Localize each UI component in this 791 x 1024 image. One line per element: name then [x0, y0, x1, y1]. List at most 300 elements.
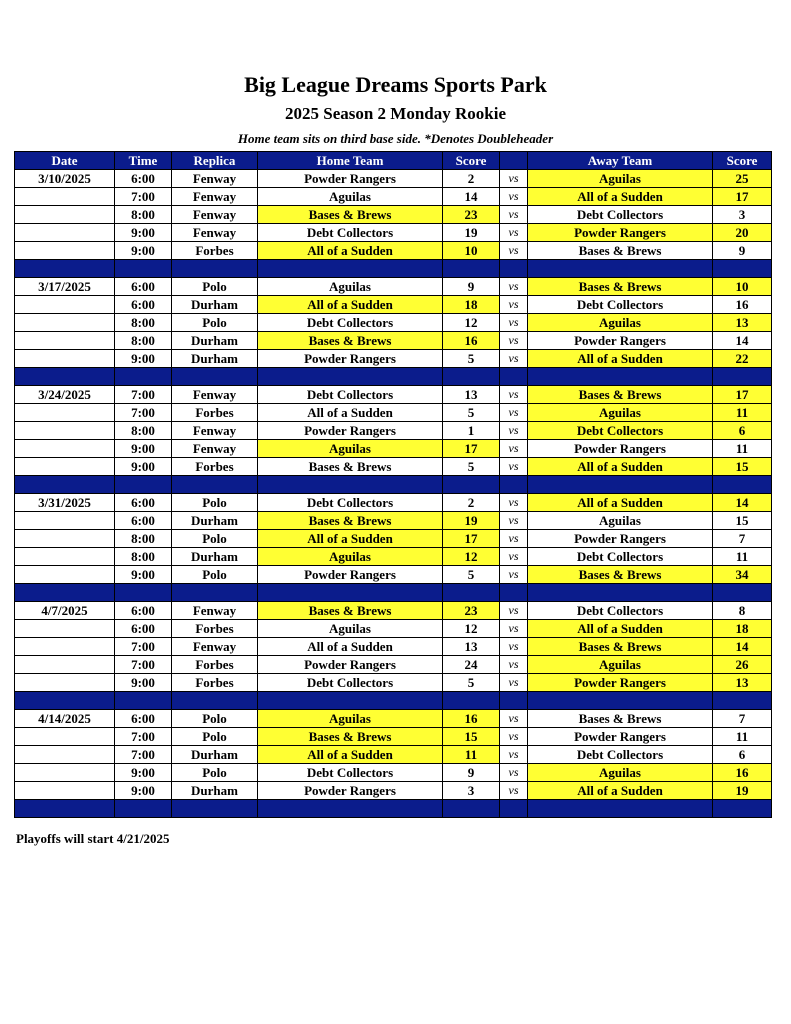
away-team-cell: Bases & Brews — [528, 386, 713, 404]
replica-cell: Polo — [172, 278, 258, 296]
vs-cell: vs — [500, 350, 528, 368]
away-team-cell: Bases & Brews — [528, 242, 713, 260]
home-score-cell: 9 — [443, 278, 500, 296]
away-score-cell: 9 — [713, 242, 772, 260]
game-row — [15, 278, 772, 296]
away-score-cell: 19 — [713, 782, 772, 800]
game-row — [15, 296, 772, 314]
replica-cell: Durham — [172, 296, 258, 314]
time-cell: 8:00 — [115, 332, 172, 350]
away-score-cell: 26 — [713, 656, 772, 674]
game-row — [15, 386, 772, 404]
vs-cell: vs — [500, 422, 528, 440]
vs-cell: vs — [500, 746, 528, 764]
home-team-cell: Debt Collectors — [258, 386, 443, 404]
separator-cell — [500, 584, 528, 602]
away-team-cell: Aguilas — [528, 764, 713, 782]
replica-cell: Polo — [172, 566, 258, 584]
game-row — [15, 224, 772, 242]
away-score-cell: 11 — [713, 548, 772, 566]
col-header-time: Time — [115, 152, 172, 170]
away-score-cell: 17 — [713, 386, 772, 404]
replica-cell: Durham — [172, 746, 258, 764]
away-team-cell: All of a Sudden — [528, 350, 713, 368]
game-row — [15, 638, 772, 656]
home-team-cell: All of a Sudden — [258, 296, 443, 314]
home-team-cell: Debt Collectors — [258, 314, 443, 332]
vs-cell: vs — [500, 278, 528, 296]
away-team-cell: Debt Collectors — [528, 422, 713, 440]
game-row — [15, 440, 772, 458]
date-cell — [15, 404, 115, 422]
separator-cell — [443, 260, 500, 278]
separator-cell — [172, 368, 258, 386]
away-score-cell: 16 — [713, 296, 772, 314]
away-team-cell: Bases & Brews — [528, 566, 713, 584]
home-score-cell: 2 — [443, 170, 500, 188]
week-separator — [15, 476, 772, 494]
game-row — [15, 170, 772, 188]
vs-cell: vs — [500, 296, 528, 314]
date-cell — [15, 242, 115, 260]
separator-cell — [528, 800, 713, 818]
home-score-cell: 23 — [443, 206, 500, 224]
vs-cell: vs — [500, 170, 528, 188]
replica-cell: Fenway — [172, 422, 258, 440]
vs-cell: vs — [500, 638, 528, 656]
home-score-cell: 1 — [443, 422, 500, 440]
away-team-cell: Aguilas — [528, 170, 713, 188]
away-team-cell: Aguilas — [528, 656, 713, 674]
game-row — [15, 404, 772, 422]
time-cell: 8:00 — [115, 206, 172, 224]
home-team-cell: Bases & Brews — [258, 332, 443, 350]
game-row — [15, 314, 772, 332]
vs-cell: vs — [500, 620, 528, 638]
separator-cell — [15, 260, 115, 278]
separator-cell — [528, 476, 713, 494]
game-row — [15, 602, 772, 620]
home-team-cell: All of a Sudden — [258, 638, 443, 656]
away-team-cell: All of a Sudden — [528, 782, 713, 800]
home-score-cell: 2 — [443, 494, 500, 512]
schedule-body — [15, 170, 772, 818]
date-cell — [15, 350, 115, 368]
game-row — [15, 620, 772, 638]
separator-cell — [258, 260, 443, 278]
away-team-cell: Powder Rangers — [528, 440, 713, 458]
col-header-home-score: Score — [443, 152, 500, 170]
separator-cell — [258, 368, 443, 386]
time-cell: 7:00 — [115, 638, 172, 656]
replica-cell: Polo — [172, 764, 258, 782]
time-cell: 9:00 — [115, 458, 172, 476]
page-subtitle: 2025 Season 2 Monday Rookie — [284, 104, 507, 123]
away-team-cell: All of a Sudden — [528, 494, 713, 512]
time-cell: 6:00 — [115, 296, 172, 314]
home-score-cell: 13 — [443, 386, 500, 404]
separator-cell — [713, 260, 772, 278]
date-cell — [15, 530, 115, 548]
home-score-cell: 13 — [443, 638, 500, 656]
time-cell: 6:00 — [115, 620, 172, 638]
separator-cell — [258, 692, 443, 710]
vs-cell: vs — [500, 440, 528, 458]
week-separator — [15, 692, 772, 710]
separator-cell — [258, 476, 443, 494]
away-score-cell: 6 — [713, 746, 772, 764]
away-score-cell: 17 — [713, 188, 772, 206]
time-cell: 7:00 — [115, 746, 172, 764]
game-row — [15, 530, 772, 548]
game-row — [15, 422, 772, 440]
away-team-cell: Debt Collectors — [528, 548, 713, 566]
home-score-cell: 17 — [443, 530, 500, 548]
date-cell: 4/14/2025 — [15, 710, 115, 728]
vs-cell: vs — [500, 458, 528, 476]
date-cell — [15, 206, 115, 224]
date-cell — [15, 296, 115, 314]
home-team-cell: Aguilas — [258, 188, 443, 206]
game-row — [15, 458, 772, 476]
away-team-cell: Aguilas — [528, 512, 713, 530]
vs-cell: vs — [500, 674, 528, 692]
time-cell: 6:00 — [115, 170, 172, 188]
replica-cell: Fenway — [172, 206, 258, 224]
separator-cell — [115, 260, 172, 278]
replica-cell: Forbes — [172, 242, 258, 260]
time-cell: 9:00 — [115, 350, 172, 368]
date-cell: 3/10/2025 — [15, 170, 115, 188]
home-score-cell: 5 — [443, 404, 500, 422]
home-team-cell: Powder Rangers — [258, 170, 443, 188]
vs-cell: vs — [500, 386, 528, 404]
time-cell: 6:00 — [115, 602, 172, 620]
date-cell — [15, 440, 115, 458]
time-cell: 9:00 — [115, 242, 172, 260]
schedule-note: Home team sits on third base side. *Denotes Doubleheader — [237, 131, 554, 146]
time-cell: 8:00 — [115, 548, 172, 566]
away-team-cell: Powder Rangers — [528, 332, 713, 350]
date-cell: 3/17/2025 — [15, 278, 115, 296]
time-cell: 6:00 — [115, 710, 172, 728]
home-team-cell: All of a Sudden — [258, 746, 443, 764]
separator-cell — [15, 584, 115, 602]
away-score-cell: 11 — [713, 404, 772, 422]
separator-cell — [713, 476, 772, 494]
game-row — [15, 782, 772, 800]
week-separator — [15, 584, 772, 602]
home-team-cell: Powder Rangers — [258, 782, 443, 800]
time-cell: 9:00 — [115, 440, 172, 458]
date-cell — [15, 188, 115, 206]
home-team-cell: Aguilas — [258, 440, 443, 458]
separator-cell — [115, 692, 172, 710]
home-team-cell: Debt Collectors — [258, 764, 443, 782]
away-team-cell: All of a Sudden — [528, 458, 713, 476]
time-cell: 8:00 — [115, 530, 172, 548]
separator-cell — [713, 368, 772, 386]
header-row — [15, 152, 772, 170]
separator-cell — [528, 584, 713, 602]
home-score-cell: 16 — [443, 332, 500, 350]
away-score-cell: 14 — [713, 494, 772, 512]
separator-cell — [172, 692, 258, 710]
away-score-cell: 6 — [713, 422, 772, 440]
vs-cell: vs — [500, 710, 528, 728]
away-team-cell: All of a Sudden — [528, 188, 713, 206]
replica-cell: Fenway — [172, 440, 258, 458]
home-team-cell: Aguilas — [258, 548, 443, 566]
home-team-cell: Bases & Brews — [258, 602, 443, 620]
game-row — [15, 512, 772, 530]
separator-cell — [713, 584, 772, 602]
game-row — [15, 764, 772, 782]
date-cell — [15, 764, 115, 782]
home-team-cell: Powder Rangers — [258, 422, 443, 440]
week-separator — [15, 368, 772, 386]
week-separator — [15, 260, 772, 278]
home-score-cell: 10 — [443, 242, 500, 260]
separator-cell — [713, 692, 772, 710]
time-cell: 6:00 — [115, 494, 172, 512]
col-header-home-team: Home Team — [258, 152, 443, 170]
home-team-cell: Aguilas — [258, 710, 443, 728]
separator-cell — [443, 584, 500, 602]
replica-cell: Durham — [172, 548, 258, 566]
away-team-cell: Bases & Brews — [528, 710, 713, 728]
away-score-cell: 18 — [713, 620, 772, 638]
date-cell — [15, 782, 115, 800]
away-score-cell: 15 — [713, 512, 772, 530]
home-score-cell: 23 — [443, 602, 500, 620]
away-team-cell: Bases & Brews — [528, 278, 713, 296]
replica-cell: Durham — [172, 782, 258, 800]
replica-cell: Forbes — [172, 458, 258, 476]
separator-cell — [115, 800, 172, 818]
home-score-cell: 5 — [443, 350, 500, 368]
away-score-cell: 13 — [713, 674, 772, 692]
date-cell — [15, 314, 115, 332]
vs-cell: vs — [500, 656, 528, 674]
separator-cell — [443, 476, 500, 494]
home-team-cell: Debt Collectors — [258, 674, 443, 692]
separator-cell — [15, 476, 115, 494]
time-cell: 7:00 — [115, 404, 172, 422]
home-score-cell: 5 — [443, 566, 500, 584]
home-team-cell: Powder Rangers — [258, 350, 443, 368]
separator-cell — [172, 584, 258, 602]
col-header-away-score: Score — [713, 152, 772, 170]
away-score-cell: 25 — [713, 170, 772, 188]
game-row — [15, 242, 772, 260]
home-team-cell: Bases & Brews — [258, 512, 443, 530]
replica-cell: Fenway — [172, 170, 258, 188]
separator-cell — [115, 368, 172, 386]
away-score-cell: 10 — [713, 278, 772, 296]
home-team-cell: Bases & Brews — [258, 458, 443, 476]
replica-cell: Fenway — [172, 224, 258, 242]
date-cell — [15, 332, 115, 350]
time-cell: 7:00 — [115, 386, 172, 404]
replica-cell: Polo — [172, 314, 258, 332]
date-cell — [15, 548, 115, 566]
separator-cell — [15, 800, 115, 818]
vs-cell: vs — [500, 602, 528, 620]
schedule-table — [14, 151, 772, 818]
home-score-cell: 16 — [443, 710, 500, 728]
date-cell — [15, 656, 115, 674]
home-team-cell: Bases & Brews — [258, 206, 443, 224]
away-team-cell: Powder Rangers — [528, 728, 713, 746]
date-cell: 3/24/2025 — [15, 386, 115, 404]
replica-cell: Polo — [172, 494, 258, 512]
vs-cell: vs — [500, 566, 528, 584]
separator-cell — [500, 368, 528, 386]
replica-cell: Fenway — [172, 602, 258, 620]
time-cell: 7:00 — [115, 728, 172, 746]
week-separator — [15, 800, 772, 818]
home-score-cell: 24 — [443, 656, 500, 674]
game-row — [15, 350, 772, 368]
playoffs-note: Playoffs will start 4/21/2025 — [16, 831, 170, 846]
vs-cell: vs — [500, 224, 528, 242]
separator-cell — [443, 800, 500, 818]
replica-cell: Polo — [172, 710, 258, 728]
date-cell — [15, 458, 115, 476]
time-cell: 6:00 — [115, 512, 172, 530]
away-team-cell: Debt Collectors — [528, 296, 713, 314]
home-score-cell: 12 — [443, 314, 500, 332]
game-row — [15, 746, 772, 764]
time-cell: 8:00 — [115, 314, 172, 332]
game-row — [15, 728, 772, 746]
away-team-cell: Powder Rangers — [528, 224, 713, 242]
date-cell — [15, 422, 115, 440]
home-score-cell: 12 — [443, 620, 500, 638]
away-team-cell: Aguilas — [528, 314, 713, 332]
game-row — [15, 674, 772, 692]
time-cell: 7:00 — [115, 656, 172, 674]
home-score-cell: 11 — [443, 746, 500, 764]
home-score-cell: 12 — [443, 548, 500, 566]
game-row — [15, 206, 772, 224]
away-team-cell: Bases & Brews — [528, 638, 713, 656]
separator-cell — [500, 800, 528, 818]
separator-cell — [713, 800, 772, 818]
col-header-replica: Replica — [172, 152, 258, 170]
away-team-cell: Powder Rangers — [528, 674, 713, 692]
home-team-cell: Aguilas — [258, 278, 443, 296]
separator-cell — [500, 260, 528, 278]
date-cell — [15, 224, 115, 242]
away-score-cell: 15 — [713, 458, 772, 476]
away-score-cell: 3 — [713, 206, 772, 224]
date-cell — [15, 746, 115, 764]
separator-cell — [115, 476, 172, 494]
game-row — [15, 332, 772, 350]
time-cell: 8:00 — [115, 422, 172, 440]
home-score-cell: 17 — [443, 440, 500, 458]
separator-cell — [258, 800, 443, 818]
separator-cell — [172, 476, 258, 494]
home-score-cell: 15 — [443, 728, 500, 746]
away-score-cell: 13 — [713, 314, 772, 332]
home-score-cell: 3 — [443, 782, 500, 800]
vs-cell: vs — [500, 494, 528, 512]
away-team-cell: All of a Sudden — [528, 620, 713, 638]
vs-cell: vs — [500, 404, 528, 422]
date-cell — [15, 512, 115, 530]
away-score-cell: 8 — [713, 602, 772, 620]
home-team-cell: Powder Rangers — [258, 566, 443, 584]
date-cell — [15, 566, 115, 584]
vs-cell: vs — [500, 242, 528, 260]
home-score-cell: 19 — [443, 224, 500, 242]
vs-cell: vs — [500, 332, 528, 350]
home-score-cell: 14 — [443, 188, 500, 206]
time-cell: 9:00 — [115, 782, 172, 800]
time-cell: 9:00 — [115, 224, 172, 242]
vs-cell: vs — [500, 206, 528, 224]
away-team-cell: Debt Collectors — [528, 746, 713, 764]
separator-cell — [500, 476, 528, 494]
page-title: Big League Dreams Sports Park — [244, 72, 547, 97]
vs-cell: vs — [500, 530, 528, 548]
vs-cell: vs — [500, 782, 528, 800]
replica-cell: Fenway — [172, 386, 258, 404]
home-team-cell: Debt Collectors — [258, 494, 443, 512]
home-score-cell: 9 — [443, 764, 500, 782]
home-team-cell: Aguilas — [258, 620, 443, 638]
time-cell: 7:00 — [115, 188, 172, 206]
separator-cell — [500, 692, 528, 710]
replica-cell: Forbes — [172, 674, 258, 692]
away-score-cell: 14 — [713, 332, 772, 350]
separator-cell — [528, 692, 713, 710]
game-row — [15, 566, 772, 584]
game-row — [15, 494, 772, 512]
separator-cell — [528, 368, 713, 386]
home-score-cell: 5 — [443, 674, 500, 692]
away-score-cell: 34 — [713, 566, 772, 584]
col-header-date: Date — [15, 152, 115, 170]
game-row — [15, 188, 772, 206]
time-cell: 9:00 — [115, 566, 172, 584]
home-team-cell: All of a Sudden — [258, 530, 443, 548]
separator-cell — [258, 584, 443, 602]
replica-cell: Fenway — [172, 638, 258, 656]
replica-cell: Fenway — [172, 188, 258, 206]
away-score-cell: 14 — [713, 638, 772, 656]
vs-cell: vs — [500, 512, 528, 530]
separator-cell — [172, 800, 258, 818]
date-cell — [15, 728, 115, 746]
separator-cell — [15, 368, 115, 386]
separator-cell — [172, 260, 258, 278]
replica-cell: Forbes — [172, 620, 258, 638]
home-score-cell: 5 — [443, 458, 500, 476]
col-header-away-team: Away Team — [528, 152, 713, 170]
separator-cell — [115, 584, 172, 602]
replica-cell: Durham — [172, 332, 258, 350]
replica-cell: Polo — [172, 728, 258, 746]
away-team-cell: Debt Collectors — [528, 206, 713, 224]
replica-cell: Forbes — [172, 656, 258, 674]
vs-cell: vs — [500, 548, 528, 566]
separator-cell — [443, 692, 500, 710]
separator-cell — [528, 260, 713, 278]
